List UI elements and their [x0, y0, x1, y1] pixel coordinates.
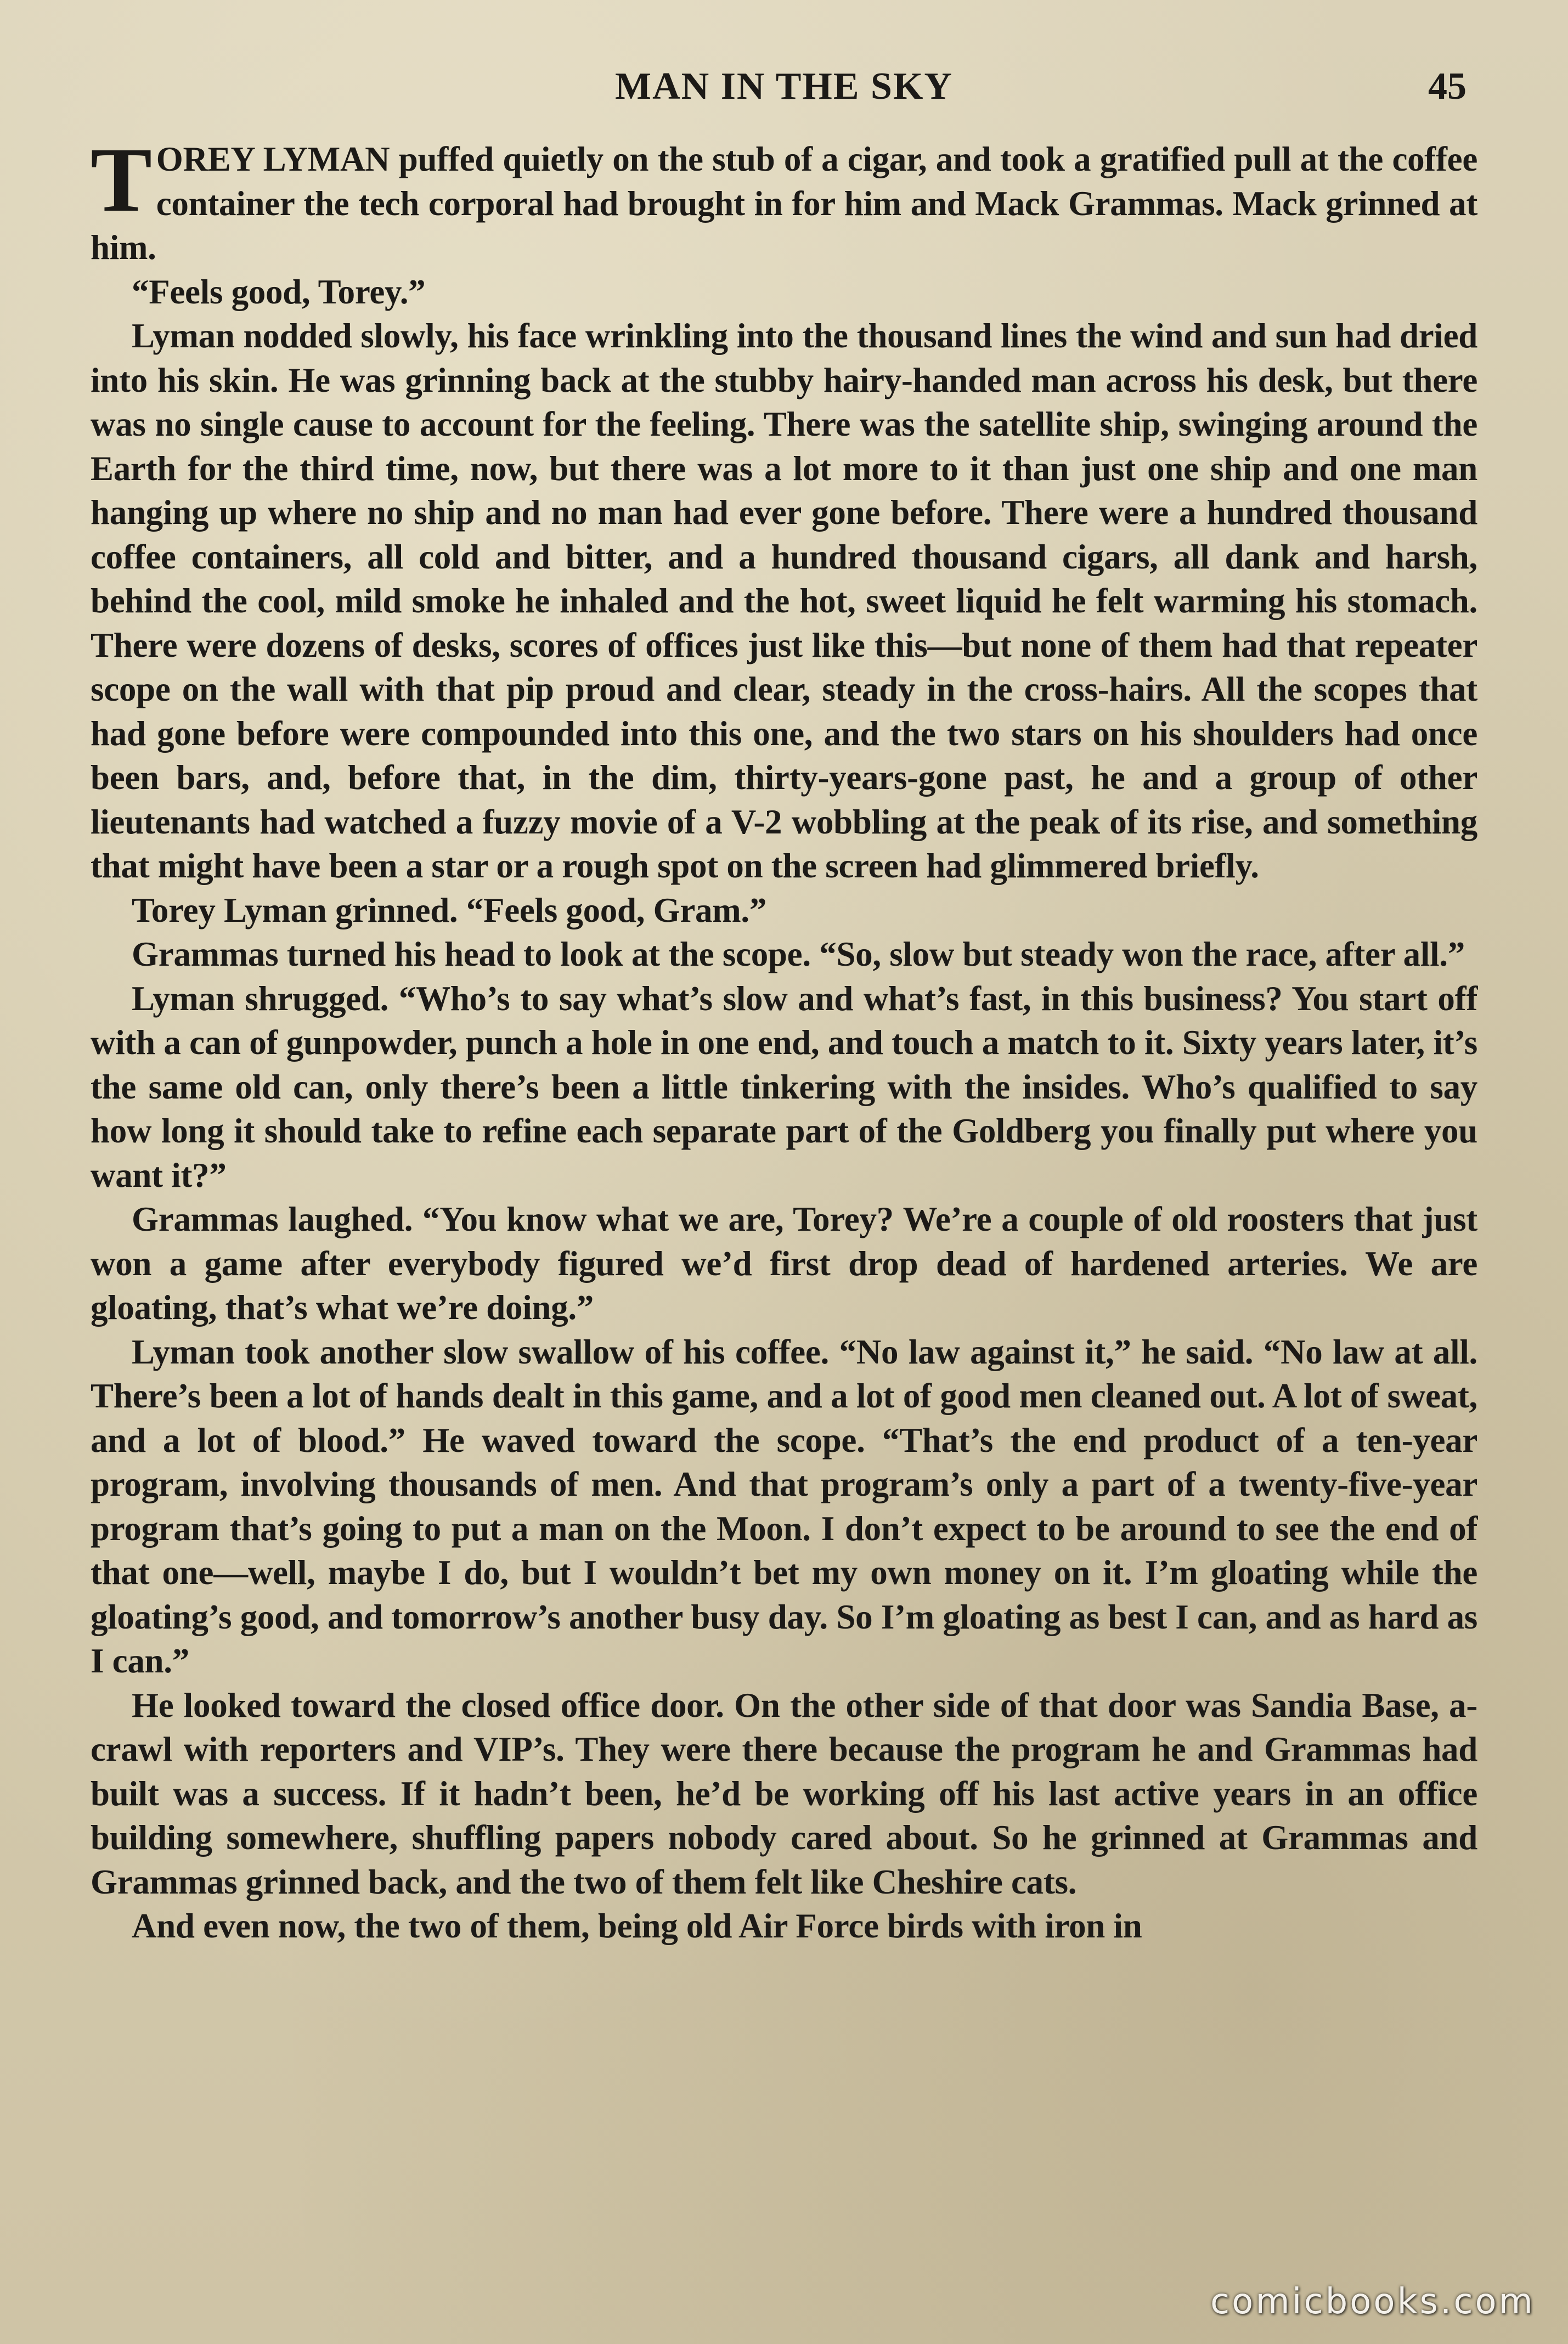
- page-header: [91, 55, 1477, 121]
- page-number: 45: [1428, 65, 1467, 108]
- watermark: comicbooks.com: [1210, 2281, 1535, 2322]
- paragraph-text: OREY LYMAN puffed quietly on the stub of a cigar, and took a gratified pull at the coffee container the tech corporal had brought in for him and Mack Grammas. Mack grinned at him.: [91, 140, 1477, 267]
- paragraph: “Feels good, Torey.”: [132, 272, 426, 311]
- paragraph: [91, 129, 1477, 270]
- paragraph: Grammas laughed. “You know what we are, Torey? We’re a couple of old roosters that just won a game after everybody figured we’d first drop dead of hardened arteries. We are gloating, that’s what we’re doing.”: [91, 1200, 1477, 1327]
- running-title: MAN IN THE SKY: [615, 65, 953, 108]
- paragraph: Lyman nodded slowly, his face wrinkling into the thousand lines the wind and sun had dried into his skin. He was grinning back at the stubby hairy-handed man across his desk, but there was no single cause to account for the feeling. There was the satellite ship, swinging around the Earth for the third time, now, but there was a lot more to it than just one ship and one man hanging up where no ship and no man had ever gone before. There were a hundred thousand coffee containers, all cold and bitter, and a hundred thousand cigars, all dank and harsh, behind the cool, mild smoke he inhaled and the hot, sweet liquid he felt warming his stomach. There were dozens of desks, scores of offices just like this—but none of them had that repeater scope on the wall with that pip proud and clear, steady in the cross-hairs. All the scopes that had gone before were compounded into this one, and the two stars on his shoulders had once been bars, and, before that, in the dim, thirty-years-gone past, he and a group of other lieutenants had watched a fuzzy movie of a V-2 wobbling at the peak of its rise, and something that might have been a star or a rough spot on the screen had glimmered briefly.: [91, 317, 1477, 885]
- paragraph: And even now, the two of them, being old Air Force birds with iron in: [132, 1907, 1142, 1945]
- paragraph: Lyman took another slow swallow of his coffee. “No law against it,” he said. “No law at all. There’s been a lot of hands dealt in this game, and a lot of good men cleaned out. A lot of sweat, and a lot of blood.” He waved toward the scope. “That’s the end product of a ten-year program, involving thousands of men. And that program’s only a part of a twenty-five-year program that’s going to put a man on the Moon. I don’t expect to be around to see the end of that one—well, maybe I do, but I wouldn’t bet my own money on it. I’m gloating while the gloating’s good, and tomorrow’s another busy day. So I’m gloating as best I can, and as hard as I can.”: [91, 1332, 1477, 1680]
- paragraph: Lyman shrugged. “Who’s to say what’s slow and what’s fast, in this business? You start off with a can of gunpowder, punch a hole in one end, and touch a match to it. Sixty years later, it’s the same old can, only there’s been a little tinkering with the insides. Who’s qualified to say how long it should take to refine each separate part of the Goldberg you finally put where you want it?”: [91, 979, 1477, 1194]
- paragraph: He looked toward the closed office door. On the other side of that door was Sandia Base, a-crawl with reporters and VIP’s. They were there because the program he and Grammas had built was a success. If it hadn’t been, he’d be working off his last active years in an office building somewhere, shuffling papers nobody cared about. So he grinned at Grammas and Grammas grinned back, and the two of them felt like Cheshire cats.: [91, 1686, 1477, 1901]
- drop-cap: T: [91, 129, 152, 231]
- paragraph: Torey Lyman grinned. “Feels good, Gram.”: [132, 891, 767, 929]
- paragraph: Grammas turned his head to look at the scope. “So, slow but steady won the race, after all.”: [132, 935, 1465, 973]
- book-page: [91, 55, 1477, 2294]
- story-text: [91, 129, 1477, 1948]
